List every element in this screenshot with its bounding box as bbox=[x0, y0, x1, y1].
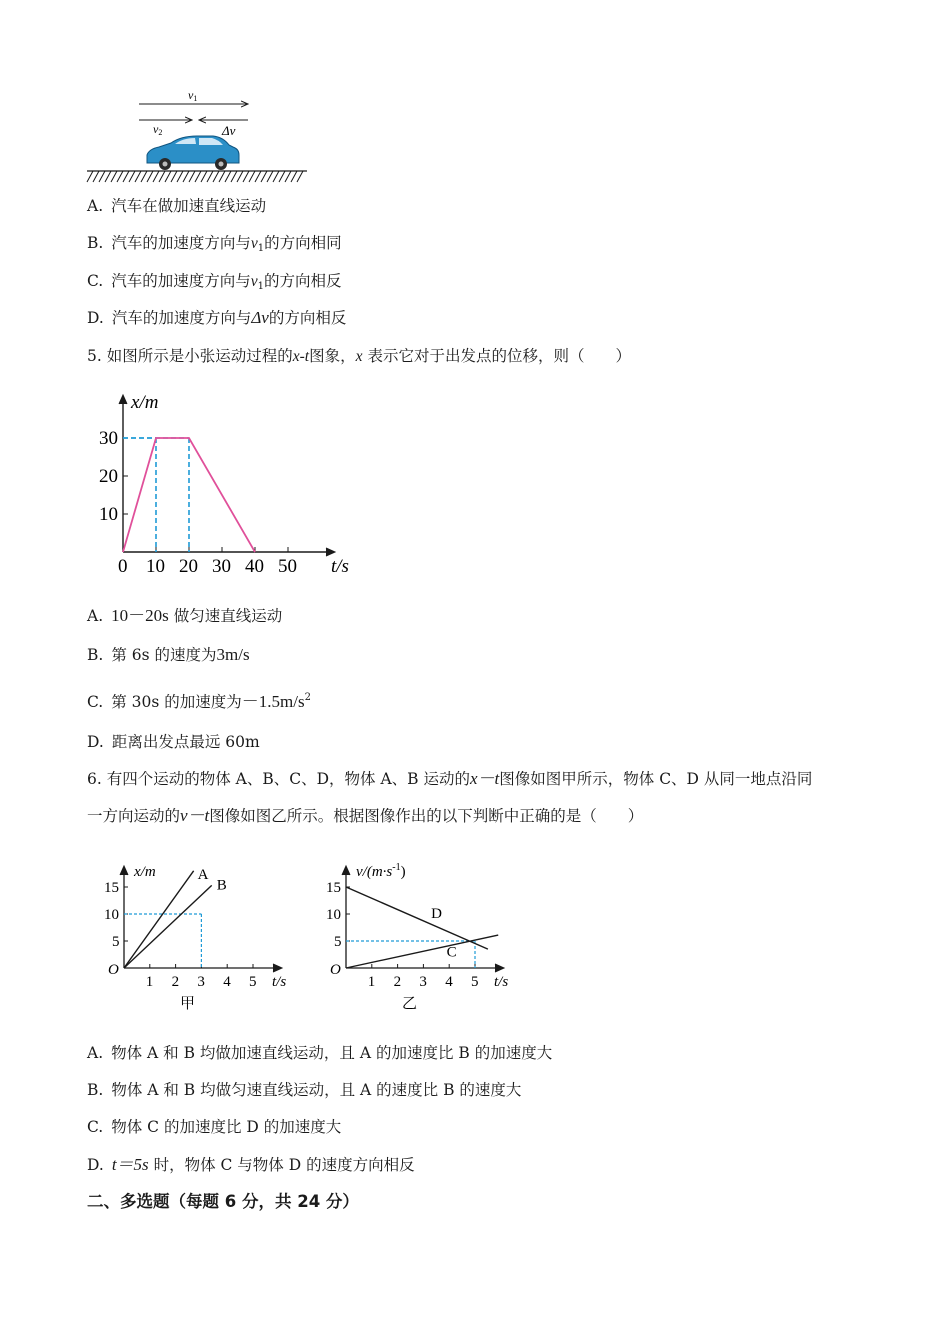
x-tick-label: 1 bbox=[145, 974, 154, 990]
y-axis-label: $v/(m\cdot s^{-1})$ bbox=[356, 862, 406, 880]
q6-option-c[interactable]: C. 物体 C 的加速度比 D 的加速度大 bbox=[87, 1118, 342, 1136]
q5-option-a[interactable]: A. 10－20s 做匀速直线运动 bbox=[87, 606, 283, 625]
x-tick-label: 0 bbox=[118, 556, 128, 577]
series-label-b: B bbox=[216, 877, 227, 894]
x-tick-label: 4 bbox=[445, 974, 453, 990]
x-tick-label: 50 bbox=[278, 556, 297, 577]
x-axis-arrow bbox=[326, 548, 335, 556]
x-tick-label: 3 bbox=[419, 974, 427, 990]
chart-caption: 乙 bbox=[402, 996, 418, 1012]
q6-stem-line1: 6. 有四个运动的物体 A、B、C、D，物体 A、B 运动的x－t图像如图甲所示，物体 C、D 从同一地点沿同 bbox=[87, 769, 813, 788]
series-line-b bbox=[124, 885, 212, 968]
y-axis-arrow bbox=[342, 866, 350, 875]
car-velocity-figure bbox=[85, 85, 315, 185]
x-tick-label: 30 bbox=[212, 556, 231, 577]
x-tick-label: 40 bbox=[245, 556, 264, 577]
q4-option-c[interactable]: C. 汽车的加速度方向与$v_1$的方向相反 bbox=[87, 272, 342, 292]
y-tick-label: 10 bbox=[104, 907, 119, 923]
q6-chart-yi bbox=[322, 858, 522, 1018]
ground-hatch bbox=[87, 171, 303, 182]
section-heading: 二、多选题（每题 6 分，共 24 分） bbox=[87, 1192, 359, 1211]
y-axis-arrow bbox=[120, 866, 128, 875]
y-axis-label: x/m bbox=[131, 392, 159, 413]
y-tick-label: 5 bbox=[334, 934, 342, 950]
y-axis-label: x/m bbox=[134, 864, 156, 880]
x-axis-label: t/s bbox=[272, 974, 287, 990]
x-axis-label: t/s bbox=[331, 556, 349, 577]
x-tick-label: 4 bbox=[223, 974, 231, 990]
q6-option-b[interactable]: B. 物体 A 和 B 均做匀速直线运动，且 A 的速度比 B 的速度大 bbox=[87, 1081, 522, 1099]
x-tick-label: 10 bbox=[146, 556, 165, 577]
x-axis-label: t/s bbox=[494, 974, 509, 990]
x-tick-label: 2 bbox=[393, 974, 402, 990]
q5-option-c[interactable]: C. 第 30s 的加速度为$-1.5m/s^2$ bbox=[87, 692, 311, 711]
chart-caption: 甲 bbox=[180, 996, 196, 1012]
x-axis-arrow bbox=[273, 964, 282, 972]
q4-option-b[interactable]: B. 汽车的加速度方向与$v_1$的方向相同 bbox=[87, 234, 342, 254]
x-tick-label: 1 bbox=[367, 974, 376, 990]
q5-stem: 5. 如图所示是小张运动过程的x-t图象，x 表示它对于出发点的位移，则（ ） bbox=[87, 347, 631, 365]
q6-option-a[interactable]: A. 物体 A 和 B 均做加速直线运动，且 A 的加速度比 B 的加速度大 bbox=[87, 1044, 553, 1062]
x-tick-label: 20 bbox=[179, 556, 198, 577]
dv-label: Δv bbox=[222, 123, 236, 138]
y-tick-label: 15 bbox=[104, 880, 119, 896]
series-label-d: D bbox=[431, 905, 442, 922]
y-tick-label: 30 bbox=[99, 428, 118, 449]
x-axis-arrow bbox=[495, 964, 504, 972]
series-line-d bbox=[346, 887, 488, 949]
origin-label: O bbox=[330, 962, 341, 978]
y-tick-label: 10 bbox=[99, 504, 118, 525]
q5-xt-chart bbox=[95, 385, 365, 585]
x-tick-label: 5 bbox=[249, 974, 257, 990]
q6-stem-line2: 一方向运动的v－t图像如图乙所示。根据图像作出的以下判断中正确的是（ ） bbox=[87, 806, 644, 825]
x-tick-label: 3 bbox=[197, 974, 205, 990]
car-icon bbox=[147, 136, 239, 170]
q4-option-a[interactable]: A. 汽车在做加速直线运动 bbox=[87, 197, 267, 215]
series-label-a: A bbox=[197, 866, 209, 883]
y-tick-label: 5 bbox=[112, 934, 120, 950]
y-tick-label: 20 bbox=[99, 466, 118, 487]
q5-option-b[interactable]: B. 第 6s 的速度为3m/s bbox=[87, 645, 250, 664]
series-line-a bbox=[124, 871, 194, 968]
origin-label: O bbox=[108, 962, 119, 978]
y-axis-arrow bbox=[119, 395, 127, 404]
x-tick-label: 2 bbox=[171, 974, 180, 990]
y-tick-label: 15 bbox=[326, 880, 341, 896]
v1-label: v1 bbox=[188, 88, 198, 103]
v2-label: v2 bbox=[153, 122, 163, 137]
q6-chart-jia bbox=[100, 858, 300, 1018]
x-tick-label: 5 bbox=[471, 974, 479, 990]
y-tick-label: 10 bbox=[326, 907, 341, 923]
q6-option-d[interactable]: D. t＝5s 时，物体 C 与物体 D 的速度方向相反 bbox=[87, 1155, 415, 1174]
q5-option-d[interactable]: D. 距离出发点最远 60m bbox=[87, 733, 260, 751]
series-label-c: C bbox=[446, 944, 457, 961]
q4-option-d[interactable]: D. 汽车的加速度方向与Δv的方向相反 bbox=[87, 308, 347, 327]
